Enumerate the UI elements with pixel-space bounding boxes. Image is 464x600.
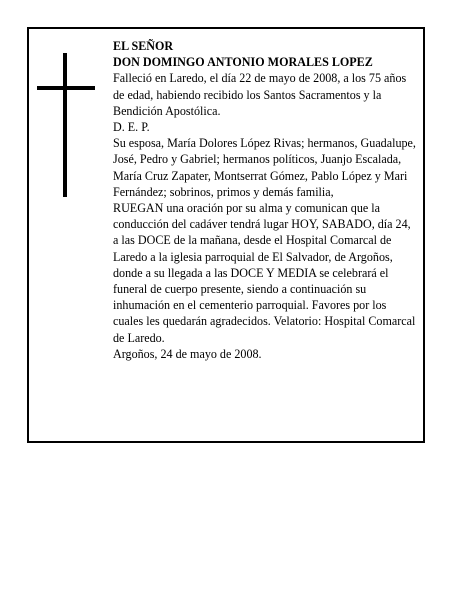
deceased-name: DON DOMINGO ANTONIO MORALES LOPEZ: [113, 55, 373, 70]
place-date-line: Argoños, 24 de mayo de 2008.: [113, 346, 262, 361]
latin-cross-icon: [37, 53, 95, 197]
obituary-text: [113, 38, 418, 362]
request-paragraph: RUEGAN una oración por su alma y comunican que la conducción del cadáver tendrá lugar HOY, SABADO, día 24, a las DOCE de la mañana, desde el Hospital Comarcal de Laredo a la iglesia parroquial de El Salvador, de Argoños, donde a su llegada a las DOCE Y MEDIA se celebrará el funeral de cuerpo presente, siendo a continuación su inhumación en el cementerio parroquial. Favores por los cuales les quedarán agradecidos. Velatorio: Hospital Comarcal de Laredo.: [113, 201, 416, 345]
family-paragraph: Su esposa, María Dolores López Rivas; hermanos, Guadalupe, José, Pedro y Gabriel; hermanos políticos, Juanjo Escalada, María Cruz Zapater, Montserrat Gómez, Pablo López y Mari Fernández; sobrinos, primos y demás familia,: [113, 136, 416, 199]
dep-line: D. E. P.: [113, 120, 150, 135]
cross-horizontal-bar: [37, 86, 95, 90]
cross-vertical-bar: [63, 53, 67, 197]
heading-title: EL SEÑOR: [113, 39, 174, 53]
death-paragraph: Falleció en Laredo, el día 22 de mayo de 2008, a los 75 años de edad, habiendo recibido los Santos Sacramentos y la Bendición Apostólica.: [113, 71, 407, 118]
